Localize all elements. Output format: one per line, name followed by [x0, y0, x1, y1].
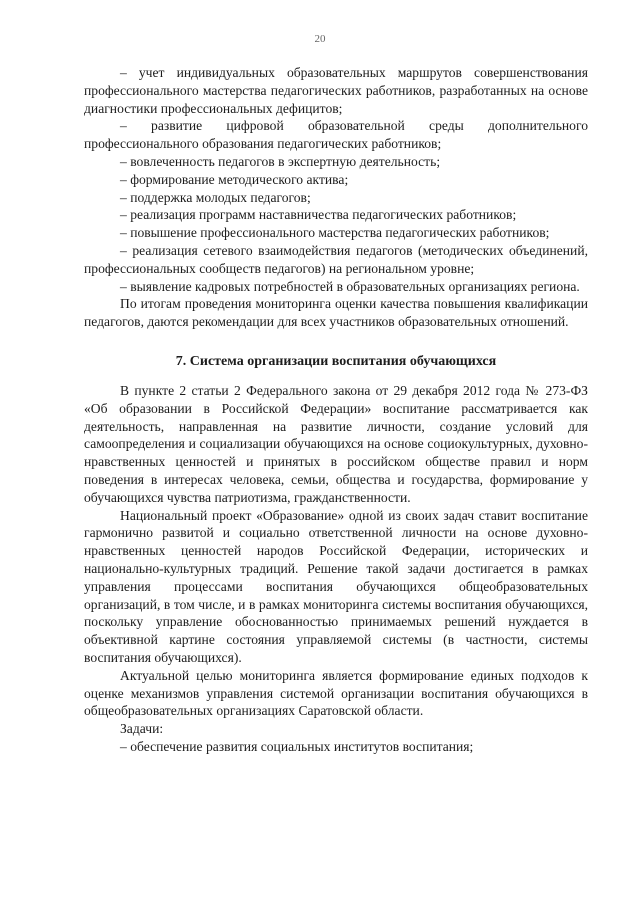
list-item: – повышение профессионального мастерства педагогических работников;	[120, 225, 550, 241]
body-paragraph: Национальный проект «Образование» одной из своих задач ставит воспитание гармонично развитой и социально ответственной личности на основе духовно-нравственных ценностей народов Российской Федерации, исторических и национально-культурных традиций. Решение такой задачи достигается в рамках управления процессами воспитания обучающихся общеобразовательных организаций, в том числе, и в рамках мониторинга системы воспитания обучающихся, поскольку управление обоснованностью принимаемых решений нуждается в объективной картине состояния управляемой системы (в частности, системы воспитания обучающихся).	[84, 507, 588, 665]
list-item: – учет индивидуальных образовательных маршрутов совершенствования профессионального мастерства педагогических работников, разработанных на основе диагностики профессиональных дефицитов;	[84, 65, 588, 116]
list-item: – развитие цифровой образовательной среды дополнительного профессионального образования педагогических работников;	[84, 118, 588, 152]
list-item: – поддержка молодых педагогов;	[120, 189, 311, 205]
list-item: – формирование методического актива;	[120, 171, 349, 187]
list-item: – реализация программ наставничества педагогических работников;	[120, 207, 517, 223]
tasks-label: Задачи:	[120, 721, 164, 737]
body-paragraph: Актуальной целью мониторинга является формирование единых подходов к оценке механизмов управления системой организации воспитания обучающихся в общеобразовательных организациях Саратовской области.	[84, 667, 588, 719]
list-item: – выявление кадровых потребностей в образовательных организациях региона.	[120, 278, 580, 294]
summary-paragraph: По итогам проведения мониторинга оценки качества повышения квалификации педагогов, даются рекомендации для всех участников образовательных отношений.	[84, 296, 588, 330]
list-item: – обеспечение развития социальных институтов воспитания;	[120, 738, 474, 754]
list-item: – реализация сетевого взаимодействия педагогов (методических объединений, профессиональных сообществ педагогов) на региональном уровне;	[84, 242, 588, 276]
list-item: – вовлеченность педагогов в экспертную деятельность;	[120, 153, 441, 169]
document-body	[84, 64, 588, 756]
section-heading: 7. Система организации воспитания обучающихся	[175, 353, 497, 369]
body-paragraph: В пункте 2 статьи 2 Федерального закона от 29 декабря 2012 года № 273-ФЗ «Об образовании в Российской Федерации» воспитание рассматривается как деятельность, направленная на развитие личности, создание условий для самоопределения и социализации обучающихся на основе социокультурных, духовно-нравственных ценностей и принятых в российском обществе правил и норм поведения в интересах человека, семьи, общества и государства, формирование у обучающихся чувства патриотизма, гражданственности.	[84, 382, 588, 505]
page-number: 20	[314, 33, 326, 45]
